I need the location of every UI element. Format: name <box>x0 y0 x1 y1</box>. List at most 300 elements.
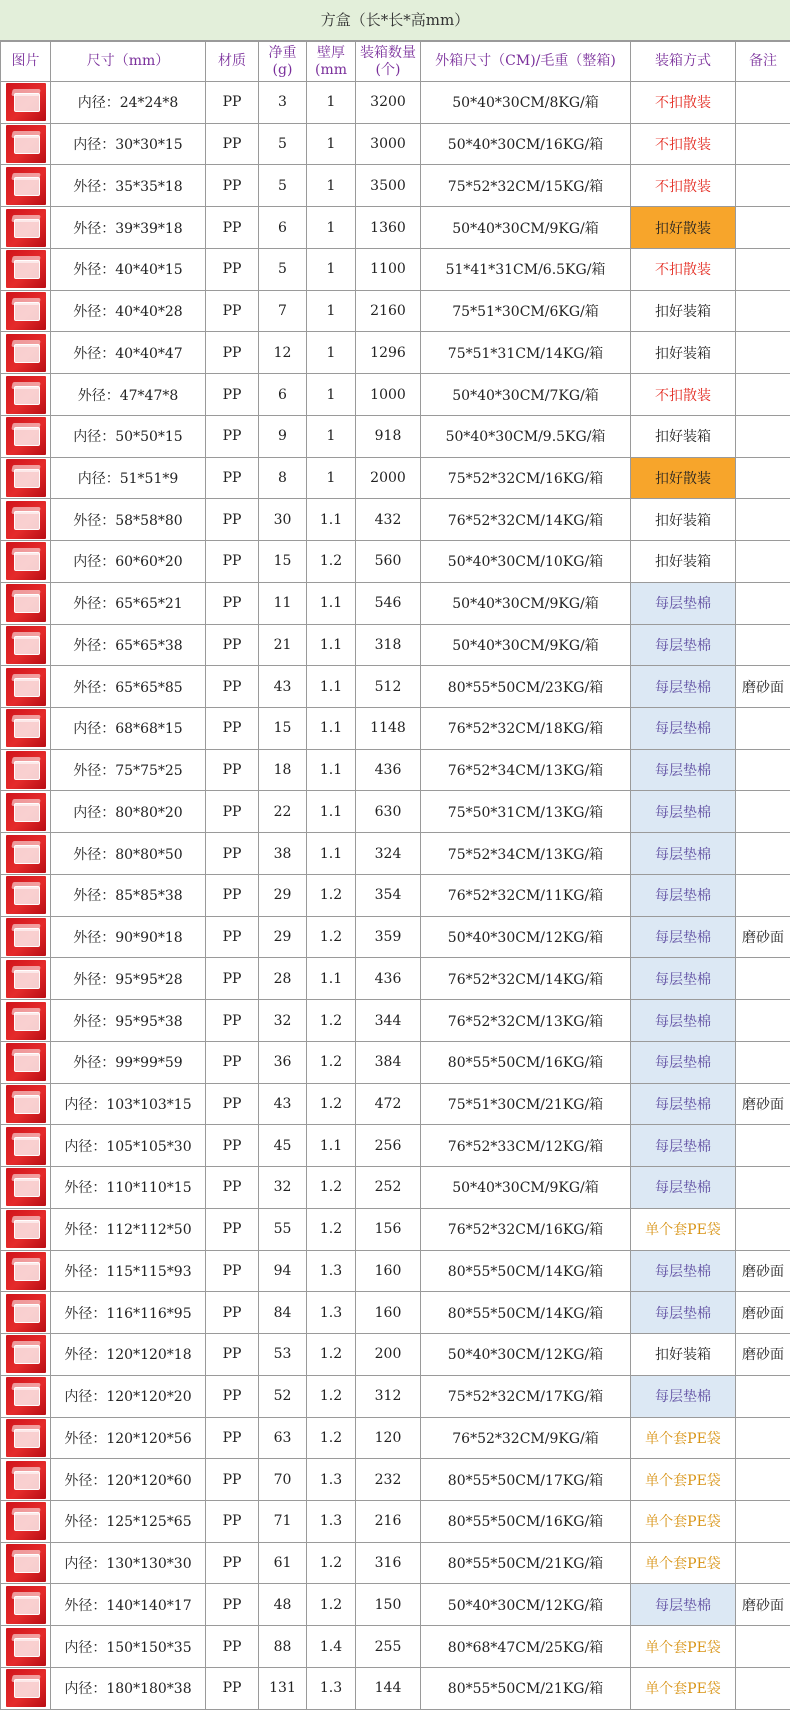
product-thumbnail <box>6 960 46 998</box>
thickness-cell: 1.2 <box>307 1417 356 1459</box>
material-cell: PP <box>206 666 259 708</box>
product-image-cell <box>1 624 51 666</box>
product-image-cell <box>1 207 51 249</box>
product-image-cell <box>1 1250 51 1292</box>
table-row <box>1 457 790 499</box>
thickness-cell: 1.2 <box>307 1208 356 1250</box>
note-cell <box>736 1500 790 1542</box>
note-cell <box>736 165 790 207</box>
material-cell: PP <box>206 1334 259 1376</box>
quantity-cell: 560 <box>356 541 421 583</box>
thickness-cell: 1 <box>307 332 356 374</box>
table-row <box>1 1334 790 1376</box>
thickness-cell: 1 <box>307 248 356 290</box>
material-cell: PP <box>206 708 259 750</box>
weight-cell: 45 <box>259 1125 307 1167</box>
packing-cell: 每层垫棉 <box>631 791 736 833</box>
header-weight <box>259 42 307 82</box>
outer-box-cell: 80*55*50CM/23KG/箱 <box>421 666 631 708</box>
weight-cell: 55 <box>259 1208 307 1250</box>
weight-cell: 8 <box>259 457 307 499</box>
outer-box-cell: 50*40*30CM/12KG/箱 <box>421 1584 631 1626</box>
thickness-cell: 1.2 <box>307 1334 356 1376</box>
outer-box-cell: 75*52*32CM/16KG/箱 <box>421 457 631 499</box>
note-cell: 磨砂面 <box>736 1292 790 1334</box>
thickness-cell: 1 <box>307 123 356 165</box>
material-cell: PP <box>206 624 259 666</box>
material-cell: PP <box>206 1292 259 1334</box>
table-row <box>1 666 790 708</box>
table-row <box>1 1584 790 1626</box>
packing-cell: 每层垫棉 <box>631 624 736 666</box>
quantity-cell: 436 <box>356 958 421 1000</box>
thickness-cell: 1.1 <box>307 708 356 750</box>
weight-cell: 88 <box>259 1626 307 1668</box>
quantity-cell: 3200 <box>356 82 421 124</box>
product-image-cell <box>1 1375 51 1417</box>
quantity-cell: 1148 <box>356 708 421 750</box>
quantity-cell: 1296 <box>356 332 421 374</box>
material-cell: PP <box>206 332 259 374</box>
quantity-cell: 3500 <box>356 165 421 207</box>
size-cell: 外径：110*110*15 <box>51 1167 206 1209</box>
header-quantity <box>356 42 421 82</box>
table-row <box>1 1500 790 1542</box>
thickness-cell: 1 <box>307 207 356 249</box>
product-image-cell <box>1 1125 51 1167</box>
size-cell: 内径：80*80*20 <box>51 791 206 833</box>
note-cell <box>736 749 790 791</box>
table-row <box>1 290 790 332</box>
quantity-cell: 156 <box>356 1208 421 1250</box>
weight-cell: 30 <box>259 499 307 541</box>
table-row <box>1 1626 790 1668</box>
weight-cell: 32 <box>259 1000 307 1042</box>
size-cell: 内径：103*103*15 <box>51 1083 206 1125</box>
weight-cell: 28 <box>259 958 307 1000</box>
packing-cell: 每层垫棉 <box>631 1000 736 1042</box>
packing-cell: 扣好装箱 <box>631 1334 736 1376</box>
thickness-cell: 1.1 <box>307 749 356 791</box>
outer-box-cell: 75*52*34CM/13KG/箱 <box>421 833 631 875</box>
thickness-cell: 1.2 <box>307 1041 356 1083</box>
product-image-cell <box>1 916 51 958</box>
size-cell: 内径：24*24*8 <box>51 82 206 124</box>
material-cell: PP <box>206 1542 259 1584</box>
product-thumbnail <box>6 1586 46 1624</box>
outer-box-cell: 75*51*30CM/6KG/箱 <box>421 290 631 332</box>
size-cell: 外径：40*40*15 <box>51 248 206 290</box>
size-cell: 内径：130*130*30 <box>51 1542 206 1584</box>
quantity-cell: 150 <box>356 1584 421 1626</box>
size-cell: 外径：40*40*28 <box>51 290 206 332</box>
size-cell: 外径：85*85*38 <box>51 874 206 916</box>
outer-box-cell: 75*52*32CM/17KG/箱 <box>421 1375 631 1417</box>
material-cell: PP <box>206 457 259 499</box>
outer-box-cell: 50*40*30CM/16KG/箱 <box>421 123 631 165</box>
product-image-cell <box>1 1334 51 1376</box>
note-cell <box>736 833 790 875</box>
product-thumbnail <box>6 501 46 539</box>
outer-box-cell: 50*40*30CM/9KG/箱 <box>421 624 631 666</box>
product-image-cell <box>1 791 51 833</box>
product-thumbnail <box>6 1544 46 1582</box>
size-cell: 内径：105*105*30 <box>51 1125 206 1167</box>
note-cell <box>736 290 790 332</box>
material-cell: PP <box>206 207 259 249</box>
thickness-cell: 1.1 <box>307 666 356 708</box>
size-cell: 外径：112*112*50 <box>51 1208 206 1250</box>
material-cell: PP <box>206 1000 259 1042</box>
table-row <box>1 1542 790 1584</box>
product-image-cell <box>1 1584 51 1626</box>
packing-cell: 每层垫棉 <box>631 874 736 916</box>
size-cell: 外径：47*47*8 <box>51 374 206 416</box>
table-row <box>1 874 790 916</box>
weight-cell: 12 <box>259 332 307 374</box>
product-image-cell <box>1 415 51 457</box>
material-cell: PP <box>206 1125 259 1167</box>
table-row <box>1 1375 790 1417</box>
outer-box-cell: 76*52*32CM/18KG/箱 <box>421 708 631 750</box>
outer-box-cell: 51*41*31CM/6.5KG/箱 <box>421 248 631 290</box>
product-thumbnail <box>6 1335 46 1373</box>
outer-box-cell: 50*40*30CM/8KG/箱 <box>421 82 631 124</box>
weight-cell: 63 <box>259 1417 307 1459</box>
size-cell: 外径：40*40*47 <box>51 332 206 374</box>
packing-cell: 每层垫棉 <box>631 1375 736 1417</box>
thickness-cell: 1.2 <box>307 541 356 583</box>
quantity-cell: 2160 <box>356 290 421 332</box>
product-image-cell <box>1 82 51 124</box>
outer-box-cell: 76*52*32CM/9KG/箱 <box>421 1417 631 1459</box>
material-cell: PP <box>206 415 259 457</box>
packing-cell: 每层垫棉 <box>631 1250 736 1292</box>
packing-cell: 扣好散装 <box>631 457 736 499</box>
header-weight-line2: (g) <box>272 61 293 78</box>
product-thumbnail <box>6 292 46 330</box>
packing-cell: 单个套PE袋 <box>631 1667 736 1709</box>
material-cell: PP <box>206 374 259 416</box>
product-thumbnail <box>6 1210 46 1248</box>
product-thumbnail <box>6 1168 46 1206</box>
outer-box-cell: 75*52*32CM/15KG/箱 <box>421 165 631 207</box>
thickness-cell: 1.2 <box>307 1083 356 1125</box>
quantity-cell: 1100 <box>356 248 421 290</box>
note-cell <box>736 1542 790 1584</box>
size-cell: 外径：58*58*80 <box>51 499 206 541</box>
product-image-cell <box>1 1417 51 1459</box>
product-image-cell <box>1 1292 51 1334</box>
quantity-cell: 344 <box>356 1000 421 1042</box>
thickness-cell: 1.2 <box>307 874 356 916</box>
quantity-cell: 2000 <box>356 457 421 499</box>
outer-box-cell: 76*52*33CM/12KG/箱 <box>421 1125 631 1167</box>
material-cell: PP <box>206 1459 259 1501</box>
weight-cell: 22 <box>259 791 307 833</box>
packing-cell: 单个套PE袋 <box>631 1459 736 1501</box>
packing-cell: 单个套PE袋 <box>631 1208 736 1250</box>
quantity-cell: 384 <box>356 1041 421 1083</box>
product-thumbnail <box>6 125 46 163</box>
note-cell: 磨砂面 <box>736 666 790 708</box>
note-cell <box>736 1459 790 1501</box>
table-row <box>1 374 790 416</box>
thickness-cell: 1 <box>307 374 356 416</box>
product-thumbnail <box>6 1085 46 1123</box>
packing-cell: 不扣散装 <box>631 123 736 165</box>
weight-cell: 15 <box>259 541 307 583</box>
quantity-cell: 216 <box>356 1500 421 1542</box>
material-cell: PP <box>206 1417 259 1459</box>
material-cell: PP <box>206 874 259 916</box>
product-thumbnail <box>6 751 46 789</box>
weight-cell: 29 <box>259 874 307 916</box>
quantity-cell: 472 <box>356 1083 421 1125</box>
weight-cell: 48 <box>259 1584 307 1626</box>
thickness-cell: 1.4 <box>307 1626 356 1668</box>
header-packing: 装箱方式 <box>631 42 736 82</box>
header-quantity-line2: (个) <box>375 61 401 78</box>
quantity-cell: 359 <box>356 916 421 958</box>
packing-cell: 每层垫棉 <box>631 708 736 750</box>
thickness-cell: 1.2 <box>307 1000 356 1042</box>
product-image-cell <box>1 332 51 374</box>
material-cell: PP <box>206 1375 259 1417</box>
note-cell <box>736 874 790 916</box>
material-cell: PP <box>206 541 259 583</box>
table-row <box>1 791 790 833</box>
product-thumbnail <box>6 876 46 914</box>
header-note: 备注 <box>736 42 790 82</box>
material-cell: PP <box>206 165 259 207</box>
table-row <box>1 415 790 457</box>
quantity-cell: 252 <box>356 1167 421 1209</box>
note-cell <box>736 958 790 1000</box>
thickness-cell: 1 <box>307 82 356 124</box>
product-image-cell <box>1 1667 51 1709</box>
size-cell: 外径：65*65*85 <box>51 666 206 708</box>
material-cell: PP <box>206 749 259 791</box>
weight-cell: 5 <box>259 165 307 207</box>
packing-cell: 每层垫棉 <box>631 1083 736 1125</box>
table-row <box>1 1250 790 1292</box>
weight-cell: 71 <box>259 1500 307 1542</box>
material-cell: PP <box>206 582 259 624</box>
note-cell <box>736 1626 790 1668</box>
weight-cell: 84 <box>259 1292 307 1334</box>
note-cell <box>736 541 790 583</box>
size-cell: 外径：116*116*95 <box>51 1292 206 1334</box>
table-row <box>1 499 790 541</box>
note-cell <box>736 499 790 541</box>
size-cell: 外径：120*120*60 <box>51 1459 206 1501</box>
size-cell: 外径：65*65*38 <box>51 624 206 666</box>
product-thumbnail <box>6 709 46 747</box>
product-image-cell <box>1 708 51 750</box>
packing-cell: 扣好装箱 <box>631 332 736 374</box>
weight-cell: 70 <box>259 1459 307 1501</box>
product-thumbnail <box>6 584 46 622</box>
packing-cell: 每层垫棉 <box>631 1584 736 1626</box>
table-row <box>1 1041 790 1083</box>
quantity-cell: 256 <box>356 1125 421 1167</box>
table-row <box>1 1459 790 1501</box>
size-cell: 外径：125*125*65 <box>51 1500 206 1542</box>
thickness-cell: 1.1 <box>307 791 356 833</box>
header-quantity-line1: 装箱数量 <box>360 44 416 61</box>
note-cell <box>736 1375 790 1417</box>
product-image-cell <box>1 833 51 875</box>
material-cell: PP <box>206 791 259 833</box>
note-cell <box>736 248 790 290</box>
note-cell <box>736 1208 790 1250</box>
thickness-cell: 1.3 <box>307 1500 356 1542</box>
weight-cell: 32 <box>259 1167 307 1209</box>
outer-box-cell: 80*55*50CM/16KG/箱 <box>421 1041 631 1083</box>
outer-box-cell: 80*55*50CM/14KG/箱 <box>421 1250 631 1292</box>
product-thumbnail <box>6 417 46 455</box>
product-image-cell <box>1 582 51 624</box>
packing-cell: 每层垫棉 <box>631 1167 736 1209</box>
material-cell: PP <box>206 916 259 958</box>
outer-box-cell: 76*52*32CM/13KG/箱 <box>421 1000 631 1042</box>
product-image-cell <box>1 457 51 499</box>
table-row <box>1 207 790 249</box>
thickness-cell: 1.2 <box>307 1167 356 1209</box>
weight-cell: 11 <box>259 582 307 624</box>
quantity-cell: 1360 <box>356 207 421 249</box>
note-cell <box>736 207 790 249</box>
size-cell: 内径：30*30*15 <box>51 123 206 165</box>
size-cell: 外径：120*120*18 <box>51 1334 206 1376</box>
size-cell: 外径：75*75*25 <box>51 749 206 791</box>
quantity-cell: 255 <box>356 1626 421 1668</box>
outer-box-cell: 50*40*30CM/10KG/箱 <box>421 541 631 583</box>
outer-box-cell: 75*50*31CM/13KG/箱 <box>421 791 631 833</box>
outer-box-cell: 50*40*30CM/9KG/箱 <box>421 582 631 624</box>
packing-cell: 单个套PE袋 <box>631 1626 736 1668</box>
packing-cell: 不扣散装 <box>631 374 736 416</box>
table-row <box>1 123 790 165</box>
product-thumbnail <box>6 1502 46 1540</box>
header-size: 尺寸（mm） <box>51 42 206 82</box>
weight-cell: 38 <box>259 833 307 875</box>
outer-box-cell: 80*55*50CM/17KG/箱 <box>421 1459 631 1501</box>
product-image-cell <box>1 749 51 791</box>
product-thumbnail <box>6 542 46 580</box>
thickness-cell: 1.1 <box>307 1125 356 1167</box>
product-thumbnail <box>6 668 46 706</box>
packing-cell: 单个套PE袋 <box>631 1542 736 1584</box>
table-row <box>1 1417 790 1459</box>
weight-cell: 5 <box>259 248 307 290</box>
size-cell: 外径：39*39*18 <box>51 207 206 249</box>
product-thumbnail <box>6 334 46 372</box>
table-row <box>1 82 790 124</box>
product-thumbnail <box>6 1669 46 1707</box>
weight-cell: 53 <box>259 1334 307 1376</box>
quantity-cell: 354 <box>356 874 421 916</box>
outer-box-cell: 80*55*50CM/21KG/箱 <box>421 1542 631 1584</box>
table-row <box>1 833 790 875</box>
packing-cell: 扣好装箱 <box>631 415 736 457</box>
quantity-cell: 200 <box>356 1334 421 1376</box>
packing-cell: 扣好装箱 <box>631 541 736 583</box>
material-cell: PP <box>206 1208 259 1250</box>
table-row <box>1 1667 790 1709</box>
size-cell: 内径：68*68*15 <box>51 708 206 750</box>
table-row <box>1 582 790 624</box>
product-thumbnail <box>6 918 46 956</box>
note-cell: 磨砂面 <box>736 1250 790 1292</box>
weight-cell: 52 <box>259 1375 307 1417</box>
packing-cell: 每层垫棉 <box>631 1125 736 1167</box>
note-cell: 磨砂面 <box>736 916 790 958</box>
weight-cell: 15 <box>259 708 307 750</box>
table-row <box>1 749 790 791</box>
material-cell: PP <box>206 290 259 332</box>
size-cell: 外径：140*140*17 <box>51 1584 206 1626</box>
thickness-cell: 1 <box>307 165 356 207</box>
material-cell: PP <box>206 248 259 290</box>
quantity-cell: 144 <box>356 1667 421 1709</box>
weight-cell: 43 <box>259 666 307 708</box>
table-row <box>1 1292 790 1334</box>
product-thumbnail <box>6 376 46 414</box>
product-thumbnail <box>6 1377 46 1415</box>
header-material: 材质 <box>206 42 259 82</box>
weight-cell: 61 <box>259 1542 307 1584</box>
outer-box-cell: 76*52*32CM/14KG/箱 <box>421 499 631 541</box>
product-image-cell <box>1 1542 51 1584</box>
packing-cell: 单个套PE袋 <box>631 1500 736 1542</box>
weight-cell: 6 <box>259 374 307 416</box>
size-cell: 外径：120*120*56 <box>51 1417 206 1459</box>
material-cell: PP <box>206 1041 259 1083</box>
size-cell: 内径：120*120*20 <box>51 1375 206 1417</box>
size-cell: 外径：99*99*59 <box>51 1041 206 1083</box>
packing-cell: 不扣散装 <box>631 165 736 207</box>
quantity-cell: 160 <box>356 1250 421 1292</box>
packing-cell: 扣好装箱 <box>631 290 736 332</box>
header-thickness-line2: (mm <box>314 61 347 78</box>
table-body <box>1 82 790 1710</box>
product-image-cell <box>1 499 51 541</box>
thickness-cell: 1.2 <box>307 916 356 958</box>
spec-table <box>0 41 790 1710</box>
material-cell: PP <box>206 833 259 875</box>
product-image-cell <box>1 1626 51 1668</box>
material-cell: PP <box>206 1584 259 1626</box>
outer-box-cell: 80*68*47CM/25KG/箱 <box>421 1626 631 1668</box>
product-thumbnail <box>6 1461 46 1499</box>
material-cell: PP <box>206 1083 259 1125</box>
product-thumbnail <box>6 250 46 288</box>
material-cell: PP <box>206 1667 259 1709</box>
packing-cell: 不扣散装 <box>631 82 736 124</box>
note-cell <box>736 582 790 624</box>
outer-box-cell: 50*40*30CM/12KG/箱 <box>421 1334 631 1376</box>
thickness-cell: 1.3 <box>307 1459 356 1501</box>
product-thumbnail <box>6 1419 46 1457</box>
material-cell: PP <box>206 82 259 124</box>
weight-cell: 21 <box>259 624 307 666</box>
product-image-cell <box>1 374 51 416</box>
product-thumbnail <box>6 1043 46 1081</box>
quantity-cell: 120 <box>356 1417 421 1459</box>
note-cell <box>736 82 790 124</box>
